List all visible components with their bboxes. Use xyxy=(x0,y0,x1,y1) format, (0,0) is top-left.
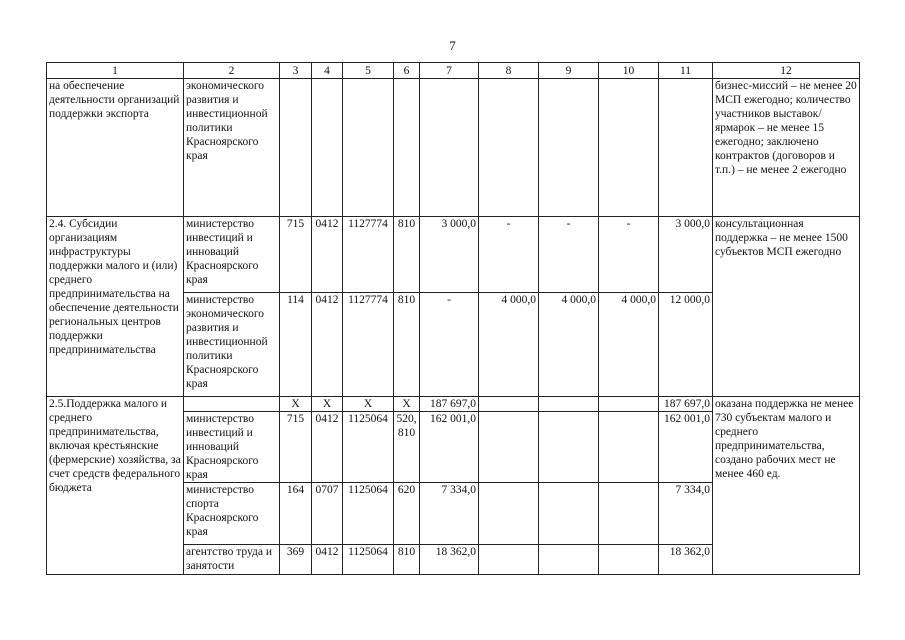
header-row xyxy=(47,63,860,79)
csr-cell: 1125064 xyxy=(343,545,394,575)
column-header: 8 xyxy=(479,63,539,79)
year1-cell: 162 001,0 xyxy=(420,412,479,483)
total-cell: 7 334,0 xyxy=(659,483,713,545)
grbs-cell: 715 xyxy=(280,217,312,293)
agency-cell: экономического развития и инвестиционной политики Красноярского края xyxy=(184,79,280,217)
year3-cell: 4 000,0 xyxy=(539,293,599,397)
measure-name-cell: 2.5.Поддержка малого и среднего предпринимательства, включая крестьянские (фермерские) хозяйства, за счет средств федерального бюджета xyxy=(47,397,184,575)
year1-cell: 187 697,0 xyxy=(420,397,479,412)
rzpr-cell: 0412 xyxy=(312,412,343,483)
csr-cell: 1125064 xyxy=(343,412,394,483)
year1-cell: 7 334,0 xyxy=(420,483,479,545)
page-number: 7 xyxy=(449,38,456,53)
total-cell: 12 000,0 xyxy=(659,293,713,397)
rzpr-cell: 0412 xyxy=(312,293,343,397)
grbs-cell: 369 xyxy=(280,545,312,575)
result-cell: консультационная поддержка – не менее 1500 субъектов МСП ежегодно xyxy=(713,217,860,397)
column-header: 2 xyxy=(184,63,280,79)
csr-cell: 1127774 xyxy=(343,217,394,293)
year1-cell: 18 362,0 xyxy=(420,545,479,575)
table-row-summary xyxy=(47,397,860,412)
column-header: 1 xyxy=(47,63,184,79)
rzpr-cell: 0707 xyxy=(312,483,343,545)
csr-cell: Х xyxy=(343,397,394,412)
csr-cell: 1125064 xyxy=(343,483,394,545)
column-header: 9 xyxy=(539,63,599,79)
result-cell: оказана поддержка не менее 730 субъектам малого и среднего предпринимательства, создано рабочих мест не менее 460 ед. xyxy=(713,397,860,575)
year1-cell: 3 000,0 xyxy=(420,217,479,293)
vr-code: 520, xyxy=(396,413,417,425)
total-cell: 187 697,0 xyxy=(659,397,713,412)
total-cell: 3 000,0 xyxy=(659,217,713,293)
agency-cell: министерство инвестиций и инноваций Красноярского края xyxy=(184,217,280,293)
year3-cell: - xyxy=(539,217,599,293)
column-header: 6 xyxy=(394,63,420,79)
vr-cell xyxy=(394,412,420,483)
column-header: 4 xyxy=(312,63,343,79)
year2-cell: 4 000,0 xyxy=(479,293,539,397)
grbs-cell: Х xyxy=(280,397,312,412)
grbs-cell: 715 xyxy=(280,412,312,483)
table-row-carryover xyxy=(47,79,860,217)
column-header: 3 xyxy=(280,63,312,79)
rzpr-cell: 0412 xyxy=(312,217,343,293)
agency-cell: агентство труда и занятости xyxy=(184,545,280,575)
vr-cell: 810 xyxy=(394,545,420,575)
column-header: 10 xyxy=(599,63,659,79)
year1-cell: - xyxy=(420,293,479,397)
year4-cell: - xyxy=(599,217,659,293)
column-header: 5 xyxy=(343,63,394,79)
csr-cell: 1127774 xyxy=(343,293,394,397)
column-header: 11 xyxy=(659,63,713,79)
column-header: 12 xyxy=(713,63,860,79)
total-cell: 162 001,0 xyxy=(659,412,713,483)
rzpr-cell: Х xyxy=(312,397,343,412)
agency-cell: министерство инвестиций и инноваций Красноярского края xyxy=(184,412,280,483)
measure-name-cell: на обеспечение деятельности организаций поддержки экспорта xyxy=(47,79,184,217)
vr-cell: Х xyxy=(394,397,420,412)
budget-table xyxy=(46,62,860,575)
grbs-cell: 164 xyxy=(280,483,312,545)
agency-cell: министерство экономического развития и инвестиционной политики Красноярского края xyxy=(184,293,280,397)
vr-code: 810 xyxy=(397,427,416,439)
column-header: 7 xyxy=(420,63,479,79)
year2-cell: - xyxy=(479,217,539,293)
total-cell: 18 362,0 xyxy=(659,545,713,575)
vr-cell: 620 xyxy=(394,483,420,545)
vr-cell: 810 xyxy=(394,293,420,397)
grbs-cell: 114 xyxy=(280,293,312,397)
rzpr-cell: 0412 xyxy=(312,545,343,575)
agency-cell: министерство спорта Красноярского края xyxy=(184,483,280,545)
vr-cell: 810 xyxy=(394,217,420,293)
year4-cell: 4 000,0 xyxy=(599,293,659,397)
result-cell: бизнес-миссий – не менее 20 МСП ежегодно; количество участников выставок/ярмарок – не менее 15 ежегодно; заключено контрактов (договоров и т.п.) – не менее 2 ежегодно xyxy=(713,79,860,217)
measure-name-cell: 2.4. Субсидии организациям инфраструктуры поддержки малого и (или) среднего предпринимательства на обеспечение деятельности региональных центров поддержки предпринимательства xyxy=(47,217,184,397)
table-row xyxy=(47,217,860,293)
